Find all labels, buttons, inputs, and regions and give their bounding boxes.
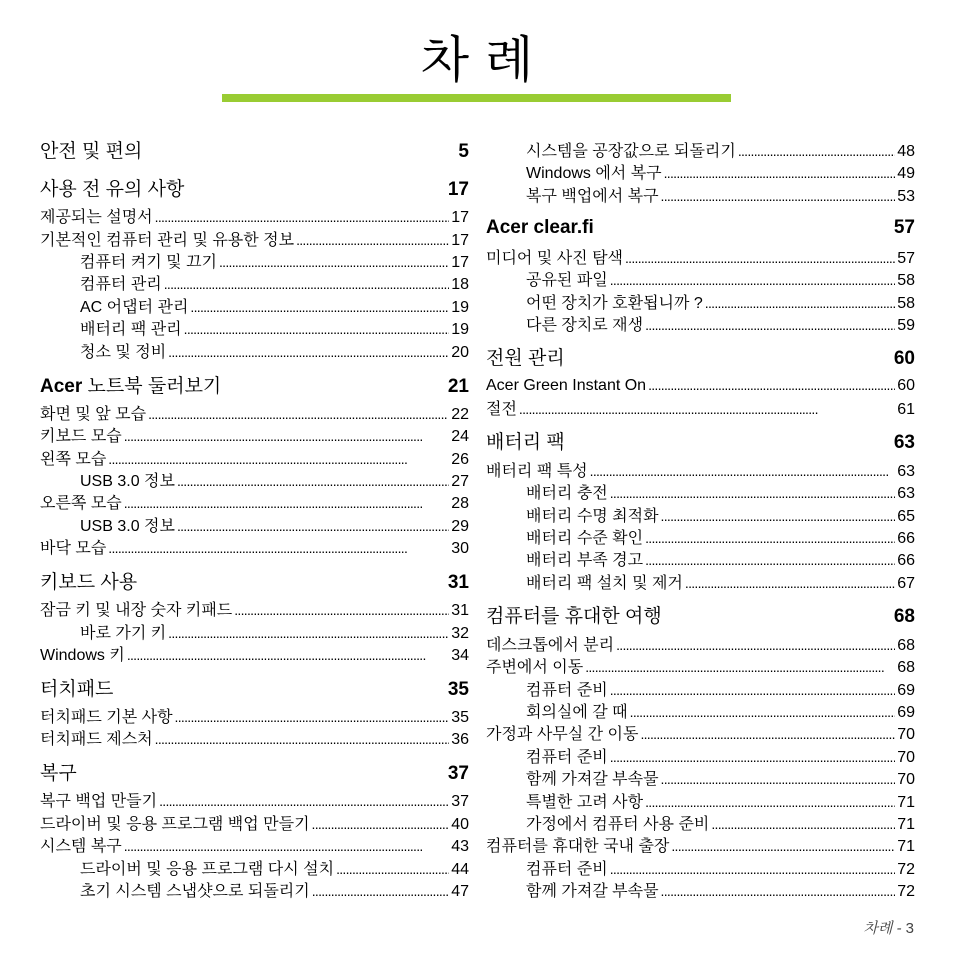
- dot-leader: [645, 528, 895, 548]
- toc-page-number: 47: [451, 883, 469, 900]
- toc-entry[interactable]: [486, 528, 915, 549]
- toc-entry-title: 기본적인 컴퓨터 관리 및 유용한 정보: [40, 232, 295, 249]
- toc-entry-title: 배터리 충전: [526, 485, 608, 502]
- toc-page-number: 26: [451, 451, 469, 468]
- toc-section-heading[interactable]: [486, 347, 915, 371]
- toc-section-title: Acer 노트북 둘러보기: [40, 376, 222, 397]
- toc-entry[interactable]: [486, 141, 915, 162]
- toc-entry[interactable]: [486, 248, 915, 269]
- toc-page-number: 31: [451, 602, 469, 619]
- toc-page-number: 70: [897, 749, 915, 766]
- toc-page-number: 21: [447, 376, 469, 397]
- toc-entry-title: 키보드 모습: [40, 428, 122, 445]
- toc-entry-title: USB 3.0 정보: [80, 518, 175, 535]
- toc-entry[interactable]: [486, 635, 915, 656]
- toc-page-number: 60: [893, 348, 915, 369]
- toc-page-number: 71: [897, 794, 915, 811]
- toc-entry-title: 절전: [486, 401, 517, 418]
- toc-page-number: 68: [897, 659, 915, 676]
- toc-entry[interactable]: [40, 791, 469, 812]
- dot-leader: [175, 707, 450, 727]
- toc-page-number: 48: [897, 143, 915, 160]
- dot-leader: [124, 426, 449, 446]
- dot-leader: [590, 461, 896, 481]
- toc-page-number: 44: [451, 861, 469, 878]
- toc-page-number: 58: [897, 295, 915, 312]
- toc-section-heading[interactable]: [486, 216, 915, 240]
- toc-entry[interactable]: [40, 274, 469, 295]
- toc-page-number: 31: [447, 572, 469, 593]
- dot-leader: [124, 836, 449, 856]
- toc-entry-title: 특별한 고려 사항: [526, 794, 644, 811]
- toc-entry[interactable]: [40, 516, 469, 537]
- toc-page-number: 36: [451, 731, 469, 748]
- toc-entry-title: 배터리 팩 특성: [486, 463, 588, 480]
- dot-leader: [168, 623, 449, 643]
- toc-page-number: 63: [897, 485, 915, 502]
- toc-entry-title: 배터리 수준 확인: [526, 530, 644, 547]
- toc-entry[interactable]: [40, 319, 469, 340]
- toc-page-number: 71: [897, 838, 915, 855]
- toc-section-title: 키보드 사용: [40, 572, 138, 593]
- toc-entry[interactable]: [486, 769, 915, 790]
- toc-entry[interactable]: [486, 680, 915, 701]
- toc-entry[interactable]: [486, 483, 915, 504]
- toc-entry-title: 배터리 팩 관리: [80, 321, 182, 338]
- toc-entry-title: 드라이버 및 응용 프로그램 다시 설치: [80, 861, 335, 878]
- toc-page-number: 19: [451, 321, 469, 338]
- toc-section-heading[interactable]: [40, 375, 469, 399]
- toc-entry-title: 복구 백업 만들기: [40, 793, 158, 810]
- dot-leader: [661, 506, 896, 526]
- toc-entry-title: 미디어 및 사진 탐색: [486, 250, 623, 267]
- toc-entry[interactable]: [486, 814, 915, 835]
- toc-entry[interactable]: [40, 645, 469, 666]
- toc-page-number: 57: [893, 217, 915, 238]
- toc-entry[interactable]: [486, 375, 915, 396]
- toc-page-number: 32: [451, 625, 469, 642]
- dot-leader: [219, 252, 449, 272]
- toc-entry[interactable]: [40, 538, 469, 559]
- toc-page-number: 70: [897, 726, 915, 743]
- toc-entry-title: AC 어댑터 관리: [80, 299, 189, 316]
- toc-entry-title: Windows 키: [40, 647, 125, 664]
- toc-entry[interactable]: [486, 270, 915, 291]
- toc-page-number: 20: [451, 344, 469, 361]
- toc-entry-title: 제공되는 설명서: [40, 209, 153, 226]
- dot-leader: [610, 859, 895, 879]
- dot-leader: [177, 471, 449, 491]
- dot-leader: [661, 769, 896, 789]
- toc-entry-title: 배터리 수명 최적화: [526, 508, 659, 525]
- toc-entry-title: 왼쪽 모습: [40, 451, 107, 468]
- dot-leader: [664, 163, 896, 183]
- toc-entry[interactable]: [486, 293, 915, 314]
- toc-entry-title: 컴퓨터 켜기 및 끄기: [80, 254, 217, 271]
- toc-section-title: 배터리 팩: [486, 432, 565, 453]
- toc-page-number: 69: [897, 704, 915, 721]
- toc-entry[interactable]: [40, 252, 469, 273]
- toc-entry[interactable]: [40, 404, 469, 425]
- toc-entry-title: 컴퓨터 준비: [526, 682, 608, 699]
- toc-entry[interactable]: [486, 315, 915, 336]
- toc-entry[interactable]: [40, 471, 469, 492]
- toc-page-number: 68: [897, 637, 915, 654]
- toc-entry-title: 주변에서 이동: [486, 659, 584, 676]
- toc-entry-title: 컴퓨터 준비: [526, 861, 608, 878]
- toc-page-number: 29: [451, 518, 469, 535]
- dot-leader: [671, 836, 895, 856]
- toc-page-number: 63: [897, 463, 915, 480]
- dot-leader: [336, 859, 449, 879]
- dot-leader: [127, 645, 449, 665]
- dot-leader: [312, 814, 450, 834]
- toc-page-number: 57: [897, 250, 915, 267]
- toc-entry[interactable]: [40, 836, 469, 857]
- toc-entry-title: USB 3.0 정보: [80, 473, 175, 490]
- toc-entry-title: 시스템을 공장값으로 되돌리기: [526, 143, 736, 160]
- toc-page-number: 59: [897, 317, 915, 334]
- toc-entry[interactable]: [40, 623, 469, 644]
- toc-entry-title: 청소 및 정비: [80, 344, 167, 361]
- toc-entry-title: 터치패드 제스처: [40, 731, 153, 748]
- toc-entry[interactable]: [486, 881, 915, 902]
- toc-entry-title: 오른쪽 모습: [40, 495, 122, 512]
- toc-entry[interactable]: [40, 881, 469, 902]
- page-title: 차 례: [420, 31, 534, 89]
- dot-leader: [159, 791, 449, 811]
- toc-entry[interactable]: [40, 493, 469, 514]
- toc-page-number: 17: [451, 254, 469, 271]
- dot-leader: [630, 702, 896, 722]
- toc-entry[interactable]: [486, 836, 915, 857]
- toc-page-number: 43: [451, 838, 469, 855]
- dot-leader: [738, 141, 895, 161]
- dot-leader: [184, 319, 450, 339]
- toc-entry-title: 데스크톱에서 분리: [486, 637, 615, 654]
- dot-leader: [648, 375, 895, 395]
- toc-entry[interactable]: [486, 399, 915, 420]
- toc-entry[interactable]: [40, 814, 469, 835]
- toc-entry[interactable]: [486, 747, 915, 768]
- toc-entry-title: 시스템 복구: [40, 838, 122, 855]
- dot-leader: [108, 538, 449, 558]
- toc-entry-title: 가정과 사무실 간 이동: [486, 726, 639, 743]
- dot-leader: [616, 635, 895, 655]
- toc-section-heading[interactable]: [486, 605, 915, 629]
- toc-page-number: 19: [451, 299, 469, 316]
- toc-page-number: 30: [451, 540, 469, 557]
- toc-page-number: 22: [451, 406, 469, 423]
- toc-page-number: 37: [447, 763, 469, 784]
- toc-page-number: 17: [451, 209, 469, 226]
- toc-entry-title: 컴퓨터를 휴대한 국내 출장: [486, 838, 670, 855]
- toc-entry-title: 회의실에 갈 때: [526, 704, 628, 721]
- toc-entry[interactable]: [486, 506, 915, 527]
- toc-entry[interactable]: [40, 342, 469, 363]
- toc-entry[interactable]: [486, 573, 915, 594]
- toc-section-heading[interactable]: [40, 571, 469, 595]
- toc-page-number: 67: [897, 575, 915, 592]
- toc-page-number: 40: [451, 816, 469, 833]
- toc-page-number: 68: [893, 606, 915, 627]
- toc-entry-title: 다른 장치로 재생: [526, 317, 644, 334]
- toc-entry-title: 잠금 키 및 내장 숫자 키패드: [40, 602, 233, 619]
- dot-leader: [645, 315, 895, 335]
- dot-leader: [645, 550, 895, 570]
- toc-entry-title: 드라이버 및 응용 프로그램 백업 만들기: [40, 816, 310, 833]
- dot-leader: [155, 207, 450, 227]
- toc-page-number: 66: [897, 530, 915, 547]
- toc-section-title: Acer clear.fi: [486, 217, 594, 238]
- dot-leader: [610, 747, 895, 767]
- toc-entry[interactable]: [40, 230, 469, 251]
- dot-leader: [164, 274, 449, 294]
- toc-page-number: 66: [897, 552, 915, 569]
- toc-section-heading[interactable]: [486, 431, 915, 455]
- toc-page-number: 72: [897, 861, 915, 878]
- dot-leader: [685, 573, 895, 593]
- toc-page-number: 34: [451, 647, 469, 664]
- toc-section-heading[interactable]: [40, 678, 469, 702]
- toc-entry[interactable]: [40, 297, 469, 318]
- toc-section-title: 터치패드: [40, 679, 114, 700]
- dot-leader: [610, 270, 895, 290]
- toc-page-number: 71: [897, 816, 915, 833]
- dot-leader: [645, 792, 895, 812]
- toc-page-number: 63: [893, 432, 915, 453]
- toc-section-title: 사용 전 유의 사항: [40, 179, 185, 200]
- dot-leader: [108, 449, 449, 469]
- toc-section-heading[interactable]: [40, 762, 469, 786]
- toc-section-title: 전원 관리: [486, 348, 565, 369]
- footer-label: 차례 -: [863, 920, 906, 937]
- toc-entry-title: Acer Green Instant On: [486, 377, 647, 394]
- toc-entry[interactable]: [40, 729, 469, 750]
- toc-entry-title: 배터리 팩 설치 및 제거: [526, 575, 683, 592]
- toc-entry-title: 어떤 장치가 호환됩니까 ?: [526, 295, 703, 312]
- toc-page-number: 27: [451, 473, 469, 490]
- toc-entry[interactable]: [486, 461, 915, 482]
- dot-leader: [190, 297, 449, 317]
- toc-section-title: 컴퓨터를 휴대한 여행: [486, 606, 662, 627]
- footer-page-number: 3: [905, 920, 914, 937]
- toc-section-heading[interactable]: [40, 178, 469, 202]
- toc-entry[interactable]: [486, 550, 915, 571]
- toc-page-number: 35: [447, 679, 469, 700]
- toc-entry-title: 컴퓨터 관리: [80, 276, 162, 293]
- toc-page-number: 53: [897, 188, 915, 205]
- toc-page-number: 65: [897, 508, 915, 525]
- dot-leader: [312, 881, 449, 901]
- toc-page-number: 17: [451, 232, 469, 249]
- toc-page-number: 69: [897, 682, 915, 699]
- toc-entry-title: 터치패드 기본 사항: [40, 709, 173, 726]
- toc-entry[interactable]: [486, 657, 915, 678]
- toc-page-number: 28: [451, 495, 469, 512]
- toc-entry[interactable]: [486, 724, 915, 745]
- toc-page-number: 49: [897, 165, 915, 182]
- dot-leader: [155, 729, 450, 749]
- toc-entry[interactable]: [40, 207, 469, 228]
- toc-entry-title: 공유된 파일: [526, 272, 608, 289]
- toc-page-number: 5: [458, 141, 469, 162]
- dot-leader: [177, 516, 449, 536]
- toc-entry-title: 바닥 모습: [40, 540, 107, 557]
- dot-leader: [585, 657, 895, 677]
- toc-entry-title: 가정에서 컴퓨터 사용 준비: [526, 816, 710, 833]
- toc-page-number: 58: [897, 272, 915, 289]
- toc-entry[interactable]: [40, 449, 469, 470]
- toc-entry[interactable]: [40, 426, 469, 447]
- title-underline: [222, 94, 731, 102]
- dot-leader: [610, 680, 895, 700]
- toc-page-number: 17: [447, 179, 469, 200]
- dot-leader: [661, 881, 896, 901]
- toc-entry-title: 바로 가기 키: [80, 625, 167, 642]
- toc-entry-title: 함께 가져갈 부속물: [526, 883, 659, 900]
- toc-entry[interactable]: [40, 859, 469, 880]
- dot-leader: [168, 342, 449, 362]
- dot-leader: [296, 230, 449, 250]
- toc-section-title: 안전 및 편의: [40, 141, 143, 162]
- toc-page-number: 18: [451, 276, 469, 293]
- dot-leader: [711, 814, 895, 834]
- toc-section-title: 복구: [40, 763, 77, 784]
- toc-page-number: 37: [451, 793, 469, 810]
- toc-page-number: 60: [897, 377, 915, 394]
- toc-entry-title: 컴퓨터 준비: [526, 749, 608, 766]
- dot-leader: [234, 600, 449, 620]
- toc-entry[interactable]: [40, 600, 469, 621]
- toc-entry-title: 화면 및 앞 모습: [40, 406, 147, 423]
- toc-entry-title: 초기 시스템 스냅샷으로 되돌리기: [80, 883, 310, 900]
- toc-entry-title: Windows 에서 복구: [526, 165, 662, 182]
- toc-entry[interactable]: [40, 707, 469, 728]
- dot-leader: [661, 186, 896, 206]
- toc-page-number: 24: [451, 428, 469, 445]
- toc-entry-title: 배터리 부족 경고: [526, 552, 644, 569]
- toc-entry-title: 함께 가져갈 부속물: [526, 771, 659, 788]
- toc-entry-title: 복구 백업에서 복구: [526, 188, 659, 205]
- toc-entry[interactable]: [486, 163, 915, 184]
- toc-page-number: 35: [451, 709, 469, 726]
- dot-leader: [625, 248, 895, 268]
- dot-leader: [610, 483, 895, 503]
- toc-page-number: 72: [897, 883, 915, 900]
- toc-entry[interactable]: [486, 702, 915, 723]
- dot-leader: [519, 399, 895, 419]
- dot-leader: [640, 724, 895, 744]
- toc-entry[interactable]: [486, 186, 915, 207]
- toc-entry[interactable]: [486, 792, 915, 813]
- toc-page-number: 70: [897, 771, 915, 788]
- toc-page-number: 61: [897, 401, 915, 418]
- toc-entry[interactable]: [486, 859, 915, 880]
- dot-leader: [705, 293, 895, 313]
- dot-leader: [124, 493, 449, 513]
- dot-leader: [148, 404, 449, 424]
- toc-section-heading[interactable]: [40, 140, 469, 164]
- page-footer: [863, 919, 914, 939]
